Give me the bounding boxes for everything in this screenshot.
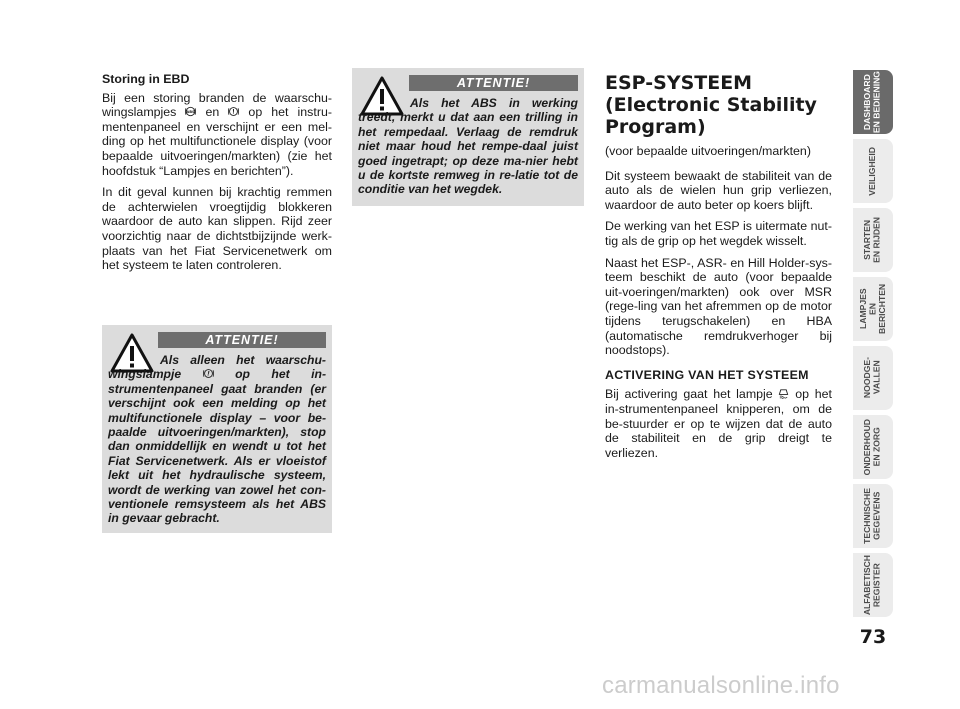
svg-text:!: ! <box>206 371 210 379</box>
tab-safety[interactable] <box>853 139 893 203</box>
esp-paragraph-4 <box>605 387 832 460</box>
tab-technical-data[interactable] <box>853 484 893 548</box>
left-column <box>102 72 332 280</box>
tab-label: DASHBOARD EN BEDIENING <box>862 70 882 134</box>
tab-emergencies[interactable] <box>853 346 893 410</box>
tab-label: LAMPJES EN BERICHTEN <box>857 283 887 335</box>
tab-index[interactable] <box>853 553 893 617</box>
ebd-heading: Storing in EBD <box>102 72 190 86</box>
abs-circle-icon <box>185 106 196 117</box>
svg-text:!: ! <box>232 108 236 116</box>
esp-subtitle: (voor bepaalde uitvoeringen/markten) <box>605 144 811 158</box>
attention-title: ATTENTIE! <box>409 75 578 91</box>
brake-circle-icon <box>228 106 239 117</box>
ebd-para1-start: Bij een storing branden de waarschu-wingslampjes <box>102 90 332 120</box>
brake-circle-icon <box>203 368 214 379</box>
tab-label: NOODGE- VALLEN <box>862 357 882 399</box>
tab-label: ONDERHOUD EN ZORG <box>862 418 882 476</box>
tab-label: TECHNISCHE GEGEVENS <box>862 488 882 544</box>
esp-paragraph-2: De werking van het ESP is uitermate nut-tig als de grip op het wegdek wisselt. <box>605 219 832 248</box>
esp-car-skid-icon <box>778 388 789 399</box>
esp-paragraph-3: Naast het ESP-, ASR- en Hill Holder-sys-teem beschikt de auto (voor bepaalde uit-voeringen/markten) ook over MSR (rege-ling van het afremmen op de motor tijdens terugschakelen) en HBA (automatische remdrukverhoger bij noodstops). <box>605 255 832 358</box>
ebd-paragraph-1 <box>102 91 332 179</box>
tab-label: STARTEN EN RIJDEN <box>862 217 882 263</box>
esp-paragraph-1: Dit systeem bewaakt de stabiliteit van de auto als de wielen hun grip verliezen, waardoor de auto beter op koers blijft. <box>605 168 832 212</box>
esp-title: ESP-SYSTEEM (Electronic Stability Program) <box>605 72 817 138</box>
activation-heading: ACTIVERING VAN HET SYSTEEM <box>605 367 809 382</box>
attention-text: Als het ABS in werking treedt, merkt u dat aan een trilling in het rempedaal. Verlaag de remdruk niet maar houd het rempe-daal juist goed ingetrapt; op deze ma-nier hebt u de kortste remweg in re-latie tot de conditie van het wegdek. <box>358 96 578 197</box>
brake-attention-box <box>102 325 332 533</box>
tab-label: VEILIGHEID <box>867 146 878 196</box>
attention-text-start: Als alleen het waarschu-wingslampje <box>108 353 326 382</box>
esp-para4-start: Bij activering gaat het lampje <box>605 387 773 402</box>
tab-starting-driving[interactable] <box>853 208 893 272</box>
attention-text <box>108 353 326 526</box>
ebd-paragraph-2: In dit geval kunnen bij krachtig remmen de achterwielen vroegtijdig blokkeren waardoor de auto kan slippen. Rijd zeer voorzichtig naar de dichtstbijzijnde werk-plaats van het Fiat Servicenetwerk om het systeem te laten controleren. <box>102 185 332 273</box>
tab-dashboard[interactable] <box>853 70 893 134</box>
attention-text-end: op het in-strumentenpaneel gaat branden (er verschijnt ook een melding op het multifunctionele display – voor be-paalde uitvoeringen/markten), stop dan onmiddellijk en wendt u tot het Fiat Servicenetwerk. Als er vloeistof lekt uit het hydraulische systeem, wordt de werking van zowel het con-ventionele remsysteem als het ABS in gevaar gebracht. <box>108 367 327 526</box>
page-number: 73 <box>859 626 887 648</box>
tab-lights-messages[interactable] <box>853 277 893 341</box>
tab-label: ALFABETISCH REGISTER <box>862 554 882 616</box>
attention-title: ATTENTIE! <box>158 332 326 348</box>
svg-text:ABS: ABS <box>186 110 196 115</box>
tab-maintenance[interactable] <box>853 415 893 479</box>
esp-para4-end: op het in-strumentenpaneel knipperen, om de be-stuurder er op te wijzen dat de auto de stabiliteit en de grip dreigt te verliezen. <box>605 387 832 460</box>
right-column <box>605 72 832 467</box>
ebd-para1-end: op het instru-mentenpaneel en verschijnt er een mel-ding op het multifunctionele display (voor bepaalde uitvoeringen/markten) (zie het hoofdstuk “Lampjes en berichten”). <box>102 105 332 178</box>
abs-attention-box <box>352 68 584 206</box>
ebd-para1-mid: en <box>205 105 220 120</box>
watermark: carmanualsonline.info <box>602 672 840 699</box>
